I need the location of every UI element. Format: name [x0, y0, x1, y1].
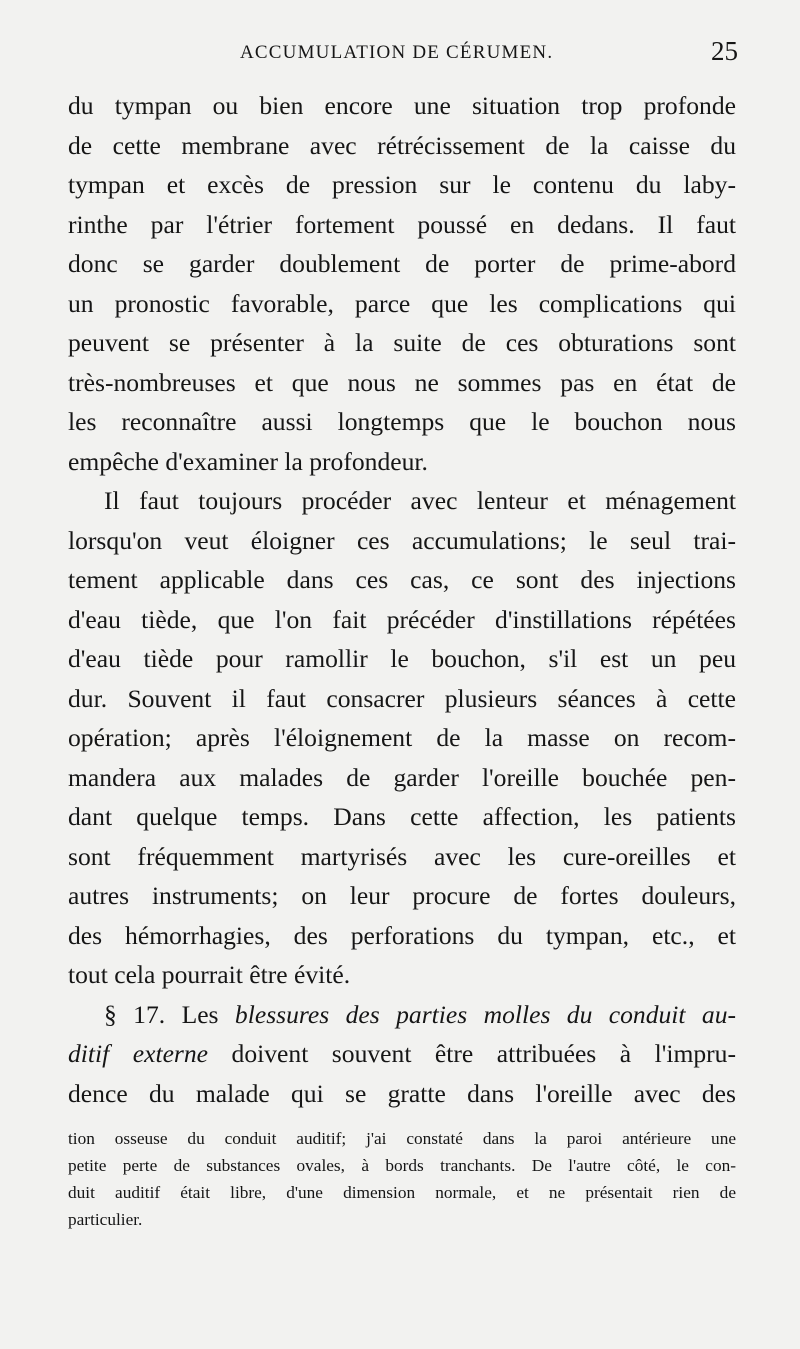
section-17-line: dence du malade qui se gratte dans l'oreille avec des: [68, 1078, 736, 1108]
text-line: de cette membrane avec rétrécissement de la caisse du: [68, 130, 736, 160]
text-line: les reconnaître aussi longtemps que le bouchon nous: [68, 407, 736, 436]
text-line: tympan et excès de pression sur le contenu du laby-: [68, 170, 736, 199]
text-line: tout cela pourrait être évité.: [68, 960, 351, 989]
text-line: sont fréquemment martyrisés avec les cure-oreilles et: [68, 841, 736, 871]
text-line: un pronostic favorable, parce que les complications qui: [68, 288, 736, 318]
footnote-line: duit auditif était libre, d'une dimension normale, et ne présentait rien de: [68, 1183, 736, 1202]
text-line: d'eau tiède, que l'on fait précéder d'instillations répétées: [68, 604, 736, 634]
text-line: empêche d'examiner la profondeur.: [68, 446, 428, 476]
footnote-line: particulier.: [68, 1210, 143, 1229]
section-text: doivent souvent être attribuées à l'impru-: [231, 1039, 736, 1068]
text-line: d'eau tiède pour ramollir le bouchon, s'il est un peu: [68, 644, 736, 673]
text-line: des hémorrhagies, des perforations du tympan, etc., et: [68, 920, 736, 950]
text-line: du tympan ou bien encore une situation trop profonde: [68, 91, 736, 120]
text-line: opération; après l'éloignement de la masse on recom-: [68, 723, 736, 752]
footnote-line: petite perte de substances ovales, à bords tranchants. De l'autre côté, le con-: [68, 1156, 736, 1175]
footnote-block: [68, 1125, 736, 1233]
page-header: [68, 38, 738, 74]
page-number: 25: [711, 36, 738, 66]
text-line: donc se garder doublement de porter de prime-abord: [68, 249, 736, 278]
section-word: Les: [181, 999, 219, 1029]
text-line: lorsqu'on veut éloigner ces accumulations; le seul trai-: [68, 525, 736, 555]
text-line: peuvent se présenter à la suite de ces obturations sont: [68, 328, 736, 357]
section-17-line: [68, 1034, 736, 1074]
section-17-line: [68, 995, 736, 1035]
section-italic-title-cont: ditif externe: [68, 1039, 209, 1068]
text-line: autres instruments; on leur procure de fortes douleurs,: [68, 881, 736, 910]
main-text: [68, 86, 736, 1113]
section-italic-title: blessures des parties molles du conduit au-: [234, 999, 736, 1029]
running-title: ACCUMULATION DE CÉRUMEN.: [240, 42, 554, 63]
footnote-line: tion osseuse du conduit auditif; j'ai constaté dans la paroi antérieure une: [68, 1129, 736, 1148]
text-line: dur. Souvent il faut consacrer plusieurs séances à cette: [68, 683, 736, 713]
text-line: Il faut toujours procéder avec lenteur et ménagement: [104, 486, 736, 515]
text-line: rinthe par l'étrier fortement poussé en dedans. Il faut: [68, 209, 736, 239]
text-line: tement applicable dans ces cas, ce sont des injections: [68, 565, 736, 594]
section-number: § 17.: [104, 999, 166, 1029]
text-line: très-nombreuses et que nous ne sommes pas en état de: [68, 367, 736, 397]
text-line: mandera aux malades de garder l'oreille bouchée pen-: [68, 762, 736, 792]
text-line: dant quelque temps. Dans cette affection, les patients: [68, 802, 736, 831]
